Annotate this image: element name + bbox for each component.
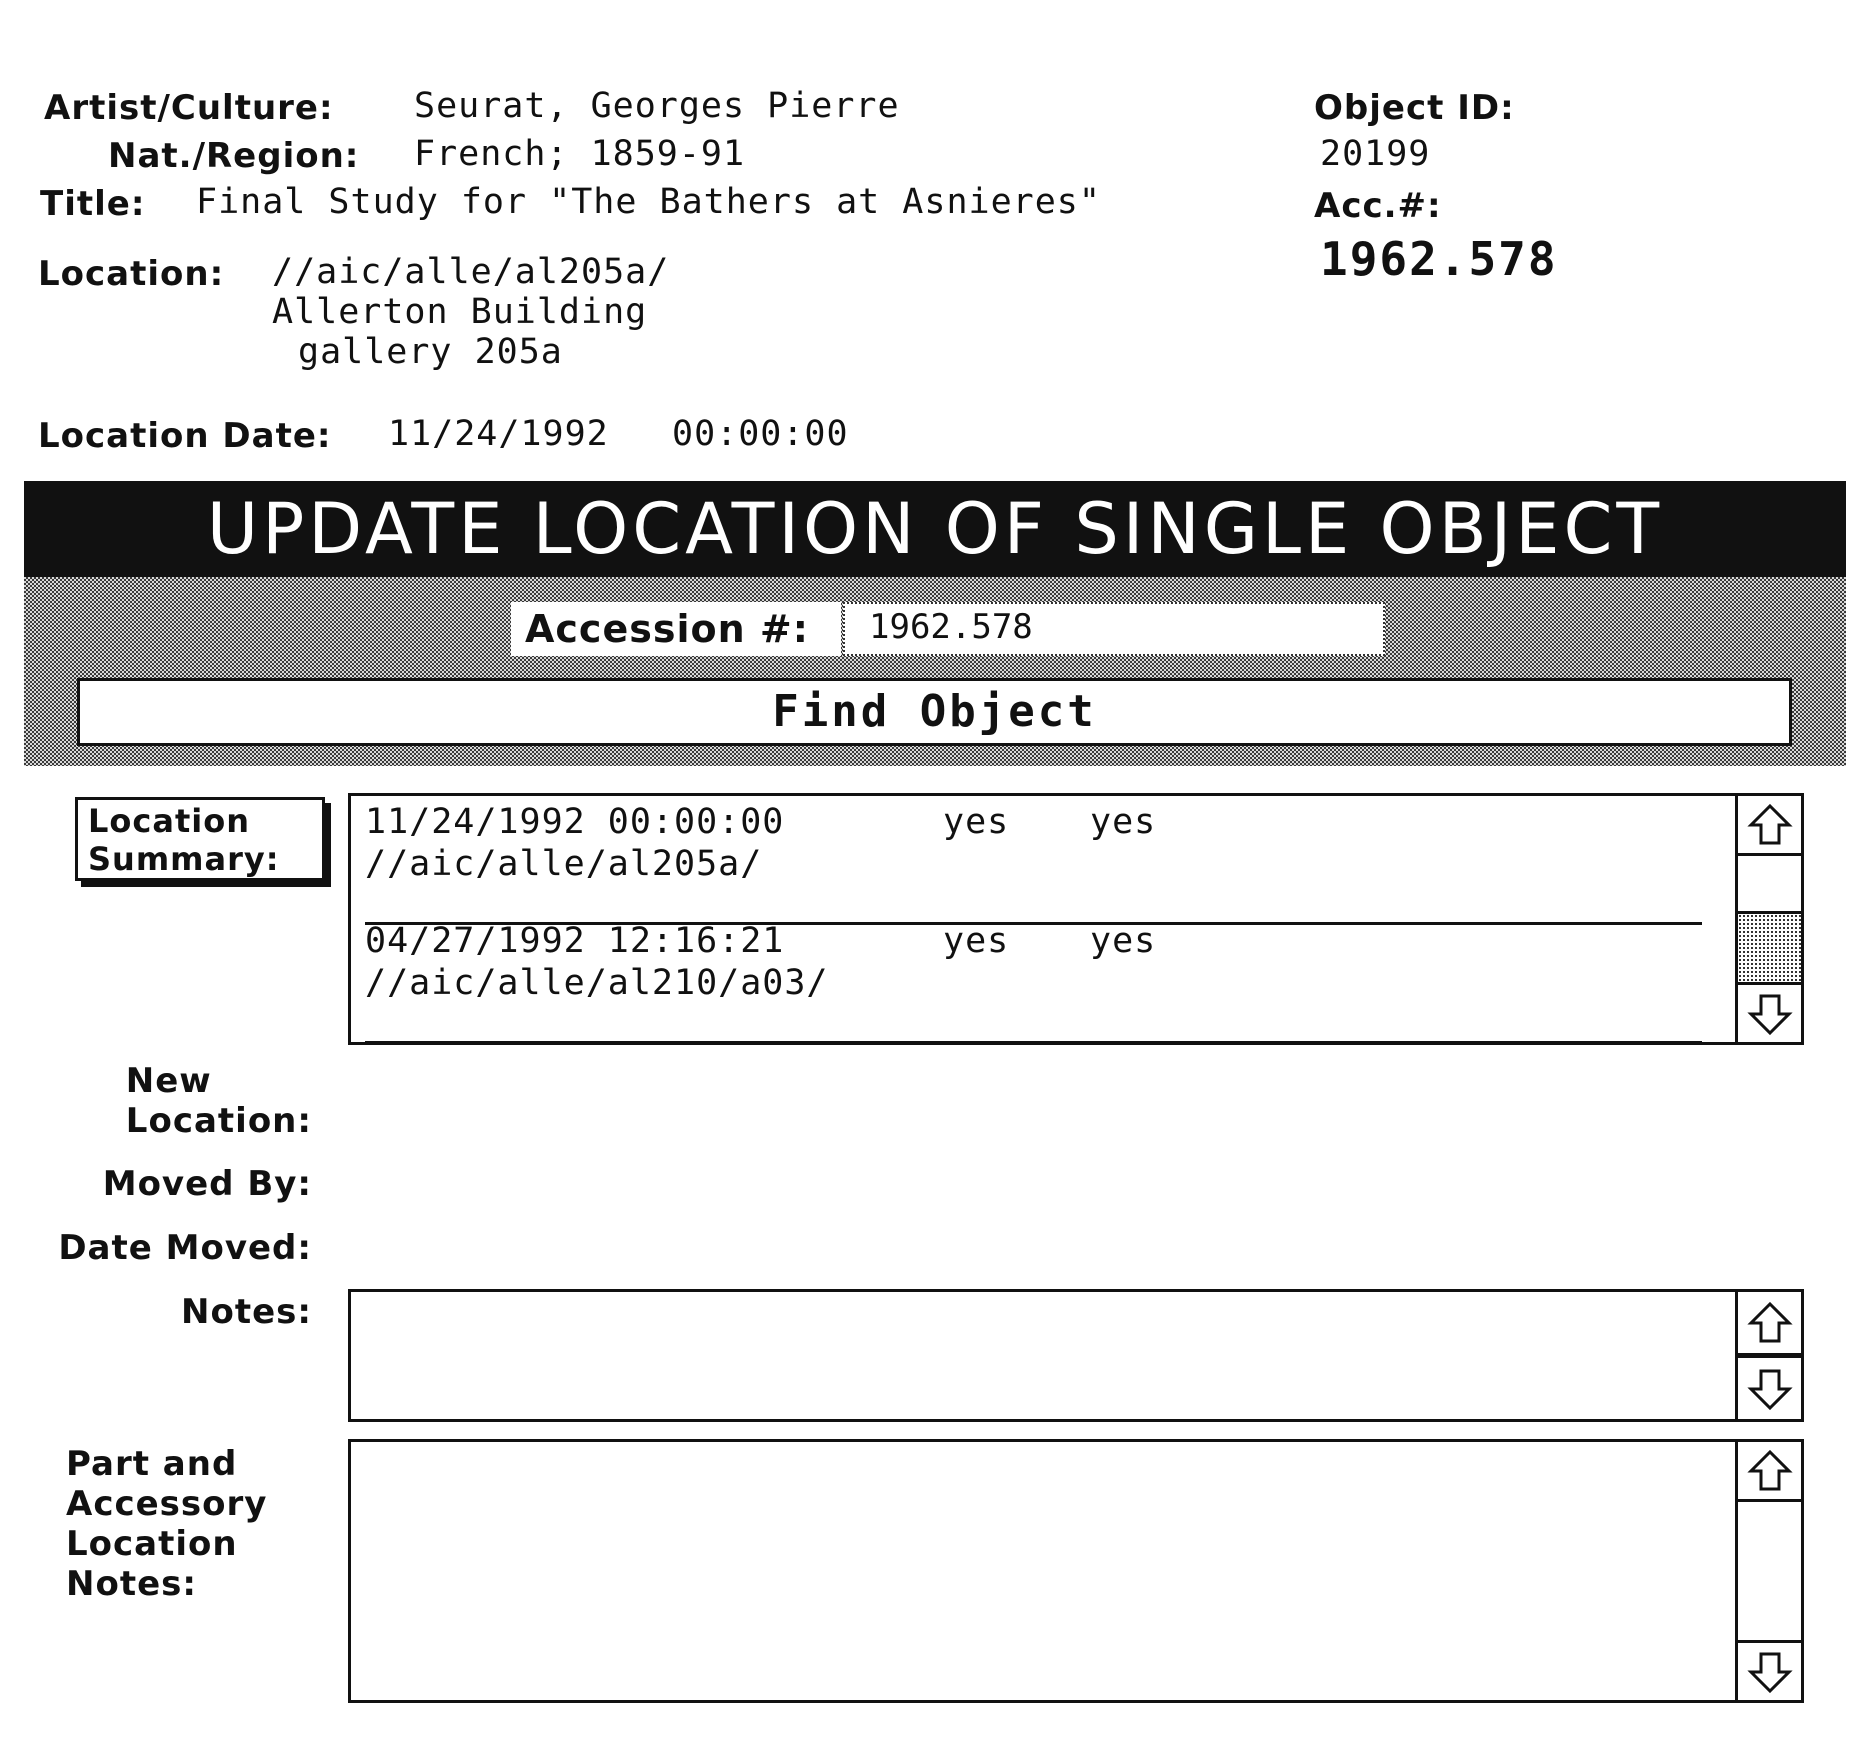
location-summary-label-line2: Summary: xyxy=(88,840,280,878)
title-value: Final Study for "The Bathers at Asnieres" xyxy=(196,182,1101,222)
location-time-value: 00:00:00 xyxy=(672,414,849,454)
part-accessory-notes-field[interactable] xyxy=(348,1439,1804,1703)
location-label: Location: xyxy=(38,254,225,294)
notes-scrollbar[interactable] xyxy=(1735,1292,1801,1419)
find-object-button[interactable]: Find Object xyxy=(77,678,1792,746)
artist-label: Artist/Culture: xyxy=(44,88,334,128)
new-location-label-line1: New xyxy=(125,1061,212,1101)
accession-input[interactable]: 1962.578 xyxy=(843,602,1385,656)
part-label-line2: Accessory xyxy=(66,1484,268,1524)
location-summary-list[interactable] xyxy=(348,793,1804,1045)
region-label: Nat./Region: xyxy=(108,136,360,176)
scroll-down-button[interactable] xyxy=(1738,982,1801,1042)
list-item[interactable] xyxy=(365,802,1702,925)
part-scroll-down-button[interactable] xyxy=(1738,1640,1801,1700)
scroll-up-button[interactable] xyxy=(1738,796,1801,856)
down-arrow-icon xyxy=(1747,1366,1793,1412)
location-building: Allerton Building xyxy=(272,292,648,332)
entry-flag1: yes xyxy=(943,802,1010,842)
part-label-line4: Notes: xyxy=(66,1564,197,1604)
notes-scroll-up-button[interactable] xyxy=(1738,1292,1801,1356)
part-label-line1: Part and xyxy=(66,1444,238,1484)
entry-path: //aic/alle/al205a/ xyxy=(365,844,763,884)
artist-value: Seurat, Georges Pierre xyxy=(414,86,900,126)
acc-value: 1962.578 xyxy=(1320,232,1558,286)
acc-label: Acc.#: xyxy=(1314,186,1442,226)
entry-path: //aic/alle/al210/a03/ xyxy=(365,963,829,1003)
scroll-thumb[interactable] xyxy=(1738,856,1801,914)
new-location-label-line2: Location: xyxy=(125,1101,312,1141)
location-summary-label xyxy=(75,797,325,881)
notes-scroll-down-button[interactable] xyxy=(1738,1355,1801,1419)
entry-datetime: 04/27/1992 12:16:21 xyxy=(365,921,785,961)
new-location-label xyxy=(126,1061,312,1141)
entry-datetime: 11/24/1992 00:00:00 xyxy=(365,802,785,842)
part-scroll-up-button[interactable] xyxy=(1738,1442,1801,1502)
accession-label: Accession #: xyxy=(511,602,841,656)
up-arrow-icon xyxy=(1747,1300,1793,1346)
title-label: Title: xyxy=(40,184,146,224)
list-item[interactable] xyxy=(365,921,1702,1044)
down-arrow-icon xyxy=(1747,1649,1793,1695)
summary-scrollbar[interactable] xyxy=(1735,796,1801,1042)
entry-flag2: yes xyxy=(1090,802,1157,842)
location-date-label: Location Date: xyxy=(38,416,332,456)
down-arrow-icon xyxy=(1747,991,1793,1037)
form-title-banner: UPDATE LOCATION OF SINGLE OBJECT xyxy=(24,481,1846,577)
object-id-label: Object ID: xyxy=(1314,88,1515,128)
location-date-value: 11/24/1992 xyxy=(388,414,609,454)
scroll-track[interactable] xyxy=(1738,914,1801,982)
notes-label: Notes: xyxy=(181,1292,312,1332)
moved-by-label: Moved By: xyxy=(102,1164,312,1204)
location-path: //aic/alle/al205a/ xyxy=(272,252,670,292)
part-label-line3: Location xyxy=(66,1524,238,1564)
up-arrow-icon xyxy=(1747,1448,1793,1494)
object-id-value: 20199 xyxy=(1320,134,1431,174)
entry-flag2: yes xyxy=(1090,921,1157,961)
entry-flag1: yes xyxy=(943,921,1010,961)
part-notes-scrollbar[interactable] xyxy=(1735,1442,1801,1700)
location-gallery: gallery 205a xyxy=(298,332,563,372)
date-moved-label: Date Moved: xyxy=(58,1228,312,1268)
region-value: French; 1859-91 xyxy=(414,134,746,174)
entry-divider xyxy=(365,1041,1702,1044)
part-accessory-notes-label xyxy=(66,1444,267,1604)
notes-field[interactable] xyxy=(348,1289,1804,1422)
location-summary-label-line1: Location xyxy=(88,802,250,840)
up-arrow-icon xyxy=(1747,802,1793,848)
